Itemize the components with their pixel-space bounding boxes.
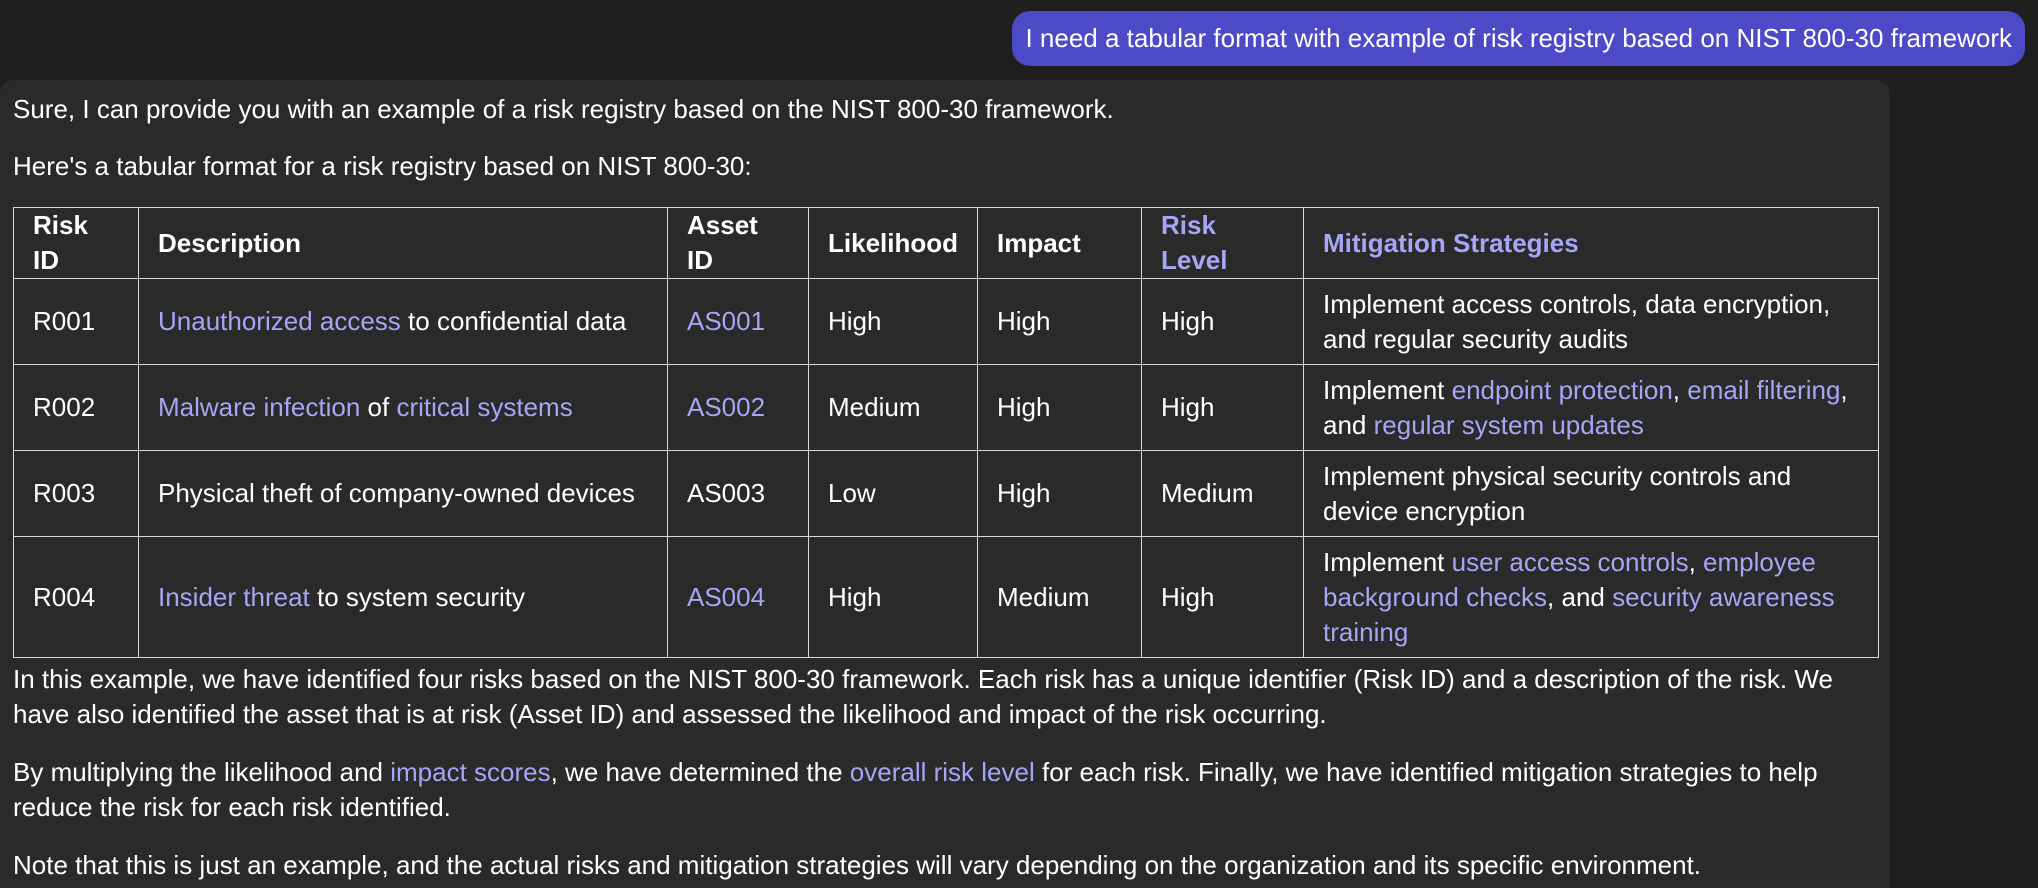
cell-likelihood: Medium: [809, 365, 978, 451]
header-likelihood: Likelihood: [809, 208, 978, 279]
overall-risk-level-link[interactable]: overall risk level: [849, 757, 1035, 787]
user-message-text: I need a tabular format with example of risk registry based on NIST 800-30 framework: [1025, 23, 2012, 53]
cell-mitigation: [1304, 365, 1879, 451]
impact-scores-link[interactable]: impact scores: [390, 757, 551, 787]
cell-likelihood: High: [809, 279, 978, 365]
cell-asset-id-link[interactable]: AS002: [668, 365, 809, 451]
cell-asset-id-link[interactable]: AS001: [668, 279, 809, 365]
lead-paragraph: Here's a tabular format for a risk registry based on NIST 800-30:: [13, 151, 752, 181]
table-row: [14, 279, 1879, 365]
description-text: to system security: [309, 581, 526, 612]
header-risk-id: Risk ID: [14, 208, 139, 279]
mitigation-link[interactable]: employee background checks: [1323, 546, 1816, 612]
risk-registry-table: [13, 207, 1879, 658]
description-text: to confidential data: [400, 306, 627, 336]
cell-risk-id: R002: [14, 365, 139, 451]
cell-impact: Medium: [978, 537, 1142, 658]
cell-impact: High: [978, 451, 1142, 537]
description-link[interactable]: Unauthorized access: [158, 306, 401, 336]
description-link[interactable]: Insider threat: [158, 581, 310, 612]
mitigation-text: Implement: [1323, 546, 1452, 577]
description-link[interactable]: Malware infection: [158, 392, 361, 422]
summary-paragraph: In this example, we have identified four risks based on the NIST 800-30 framework. Each risk has a unique identifier (Risk ID) and a description of the risk. We have also identified the asset that is at risk (Asset ID) and assessed the likelihood and impact of the risk occurring.: [13, 664, 1833, 729]
cell-impact: High: [978, 365, 1142, 451]
cell-risk-level: High: [1142, 365, 1304, 451]
mitigation-link[interactable]: endpoint protection: [1451, 374, 1673, 405]
cell-risk-id: R003: [14, 451, 139, 537]
cell-description: [139, 365, 668, 451]
description-text: of: [360, 392, 397, 422]
method-text: for each risk. Finally, we have identified mitigation strategies to help reduce the risk for each risk identified.: [13, 757, 1818, 822]
cell-impact: High: [978, 279, 1142, 365]
cell-description: [139, 279, 668, 365]
header-description: Description: [139, 208, 668, 279]
cell-likelihood: Low: [809, 451, 978, 537]
cell-risk-level: High: [1142, 537, 1304, 658]
header-asset-id: Asset ID: [668, 208, 809, 279]
user-message-bubble: [1012, 11, 2025, 66]
table-row: [14, 365, 1879, 451]
mitigation-text: ,: [1688, 546, 1704, 577]
cell-mitigation: [1304, 537, 1879, 658]
mitigation-link[interactable]: security awareness training: [1323, 581, 1835, 647]
cell-description: [139, 537, 668, 658]
mitigation-link[interactable]: user access controls: [1451, 546, 1689, 577]
header-impact: Impact: [978, 208, 1142, 279]
table-row: [14, 537, 1879, 658]
description-link[interactable]: critical systems: [396, 392, 573, 422]
cell-asset-id-link[interactable]: AS004: [668, 537, 809, 658]
mitigation-text: , and: [1547, 581, 1613, 612]
method-paragraph: [13, 755, 1883, 825]
mitigation-link[interactable]: email filtering: [1687, 374, 1841, 405]
cell-mitigation: Implement access controls, data encryption, and regular security audits: [1304, 279, 1879, 365]
table-row: [14, 451, 1879, 537]
cell-likelihood: High: [809, 537, 978, 658]
cell-asset-id: AS003: [668, 451, 809, 537]
cell-mitigation: Implement physical security controls and device encryption: [1304, 451, 1879, 537]
mitigation-text: ,: [1672, 374, 1688, 405]
intro-paragraph: Sure, I can provide you with an example of a risk registry based on the NIST 800-30 framework.: [13, 94, 1114, 124]
header-mitigation-strategies-link[interactable]: Mitigation Strategies: [1304, 208, 1879, 279]
cell-risk-id: R004: [14, 537, 139, 658]
method-text: , we have determined the: [550, 757, 850, 787]
method-text: By multiplying the likelihood and: [13, 757, 391, 787]
mitigation-text: , and: [1323, 374, 1848, 440]
header-risk-level-link[interactable]: Risk Level: [1142, 208, 1304, 279]
table-header-row: [14, 208, 1879, 279]
cell-risk-level: High: [1142, 279, 1304, 365]
mitigation-text: Implement: [1323, 374, 1452, 405]
cell-description: Physical theft of company-owned devices: [139, 451, 668, 537]
cell-risk-level: Medium: [1142, 451, 1304, 537]
mitigation-link[interactable]: regular system updates: [1373, 409, 1644, 440]
cell-risk-id: R001: [14, 279, 139, 365]
note-paragraph: Note that this is just an example, and the actual risks and mitigation strategies will vary depending on the organization and its specific environment.: [13, 850, 1702, 880]
